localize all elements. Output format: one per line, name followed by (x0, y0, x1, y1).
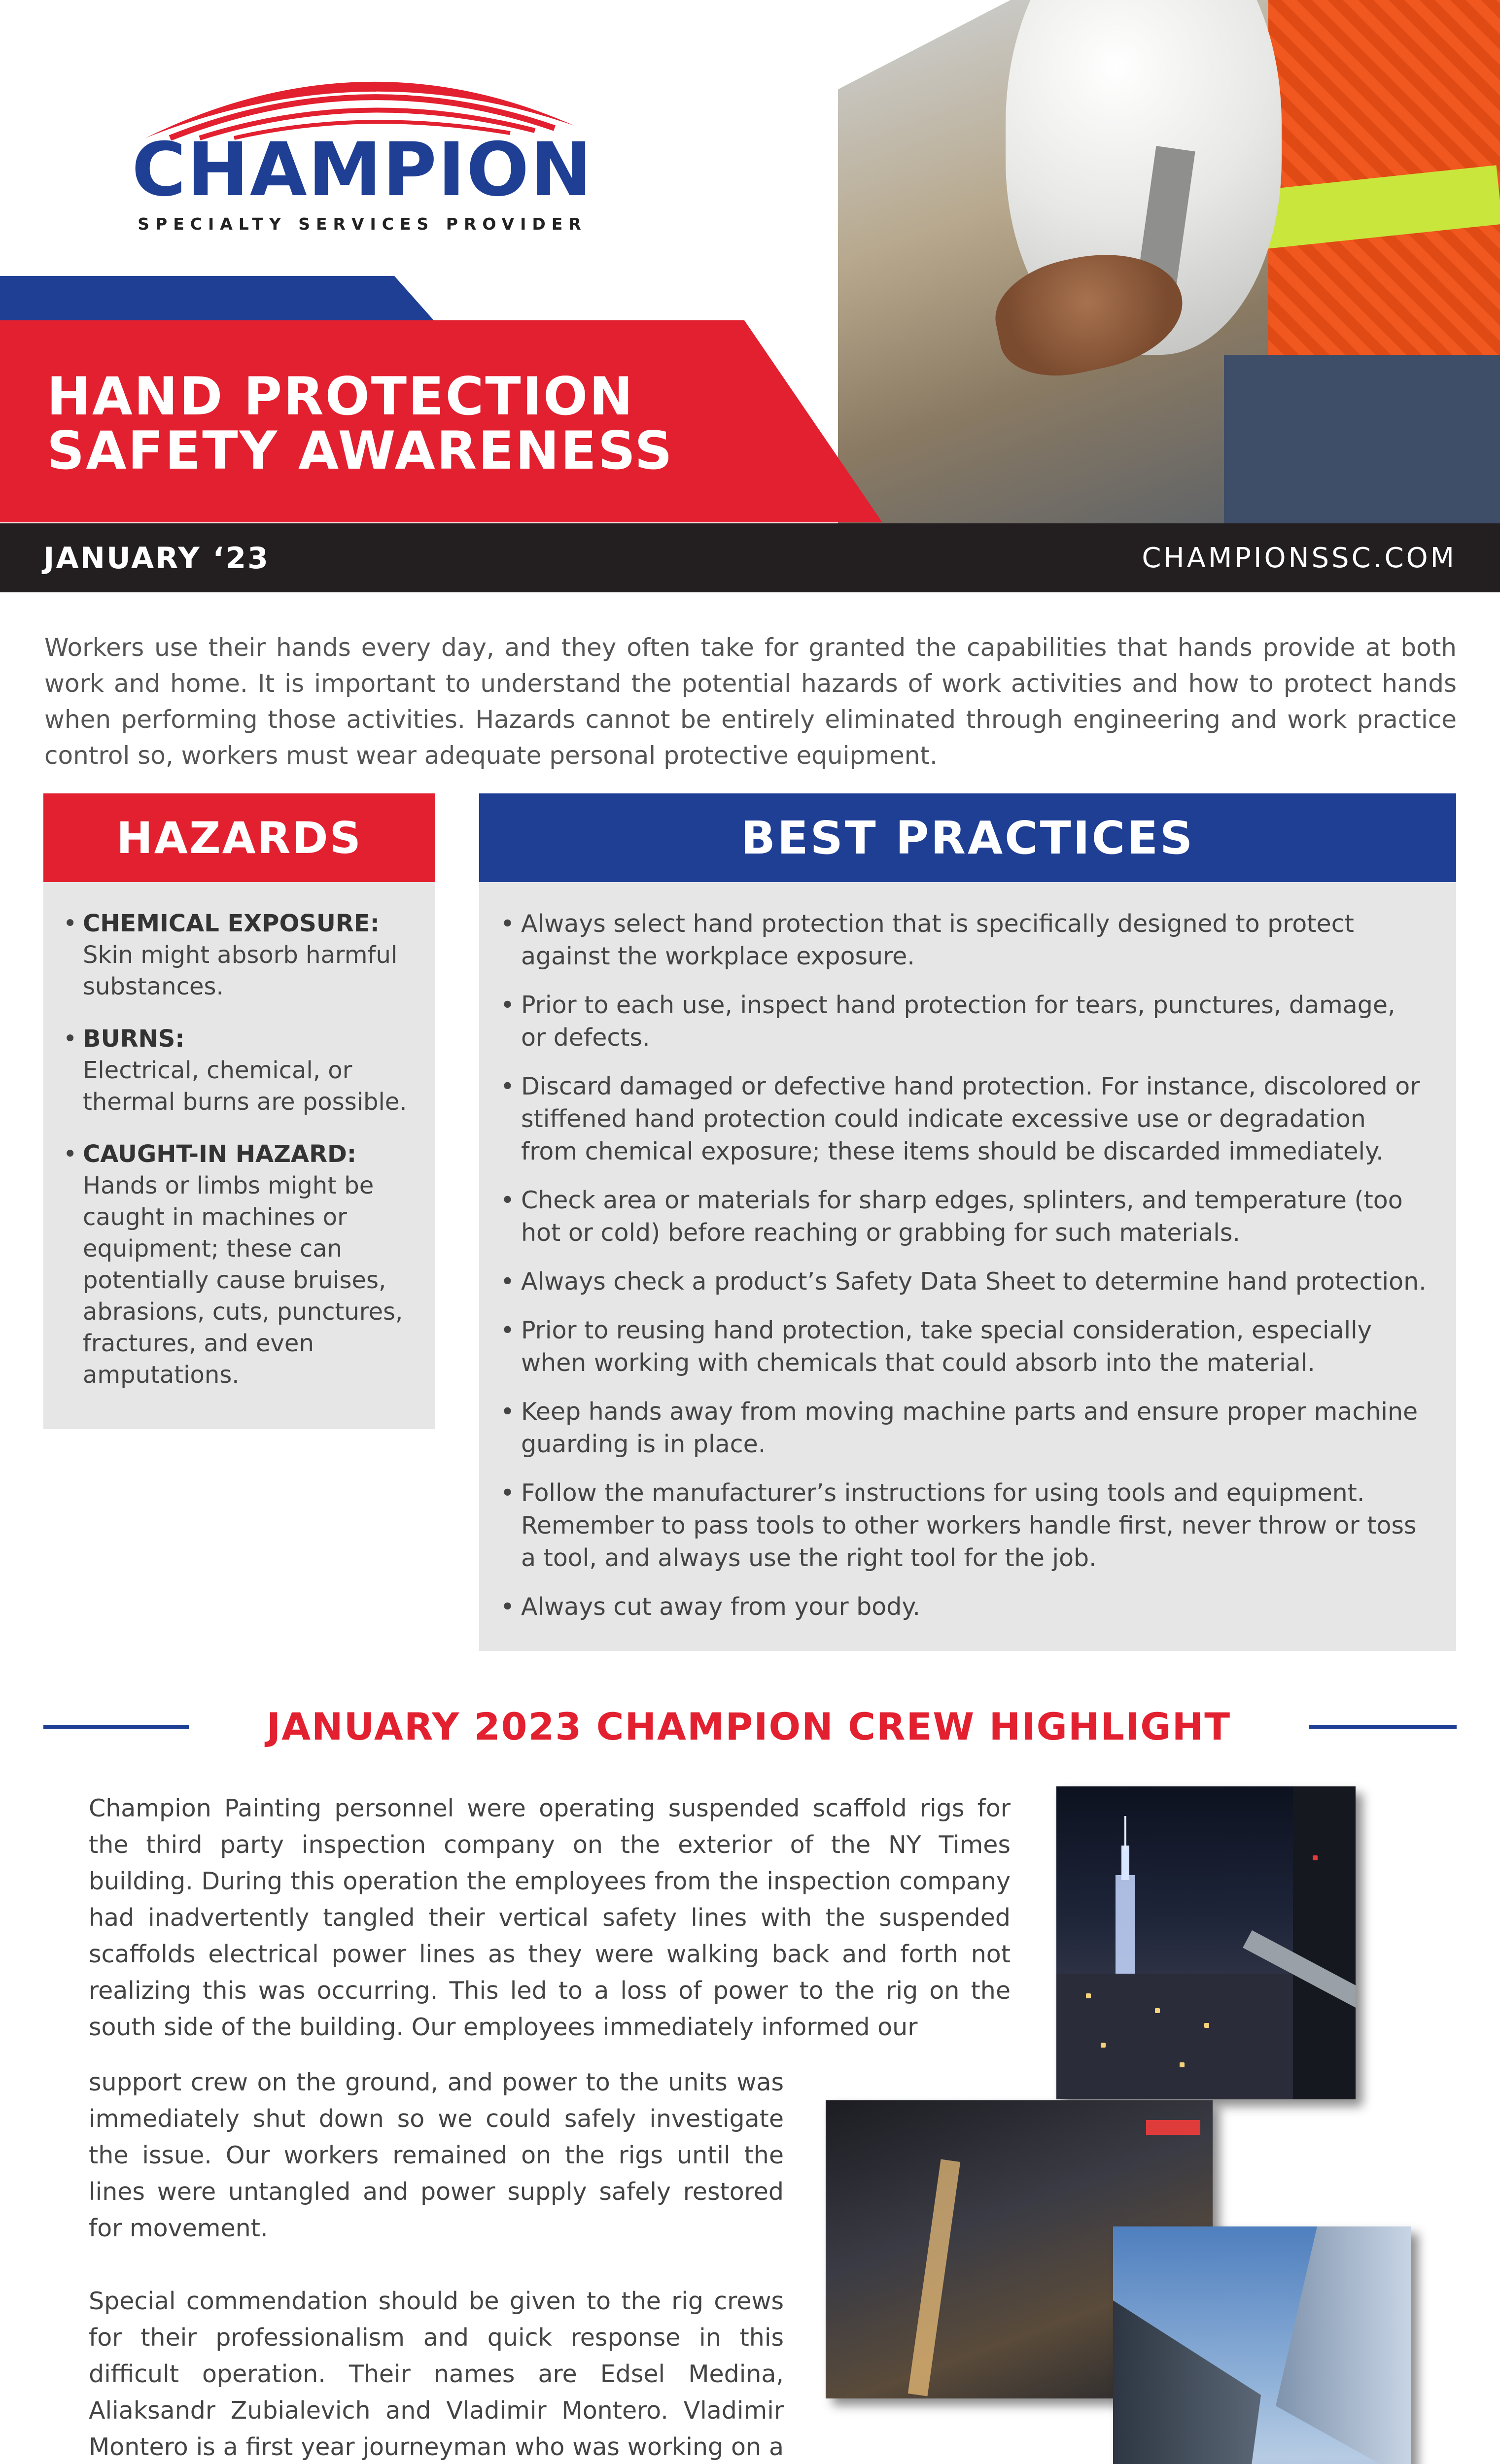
city-light (1313, 1855, 1318, 1860)
hazard-item (63, 1138, 418, 1391)
best-practice-item: • Check area or materials for sharp edges, splinters, and temperature (too hot or cold) before reaching or grabbing for such materials. (500, 1184, 1427, 1249)
hazards-list (63, 908, 418, 1411)
page-title-line-1: HAND PROTECTION (47, 366, 634, 427)
logo-wordmark: CHAMPION (132, 127, 593, 213)
logo-tagline: SPECIALTY SERVICES PROVIDER (138, 214, 587, 234)
shirt (1224, 355, 1500, 523)
city-light (1101, 2043, 1106, 2048)
city-light (1086, 1993, 1091, 1998)
photo-night-city-view (1056, 1786, 1356, 2099)
city-light (1155, 2008, 1160, 2013)
highlight-rule-right (1309, 1725, 1457, 1729)
building-glass-tower (1276, 2226, 1411, 2464)
website-link[interactable]: CHAMPIONSSC.COM (1142, 542, 1457, 574)
city-light (1180, 2062, 1185, 2067)
intro-paragraph: Workers use their hands every day, and they often take for granted the capabilities that hands provide at both work and home. It is important to understand the potential hazards of work activities and how to protect hands when performing those activities. Hazards cannot be entirely eliminated through engineering and work practice control so, workers must wear adequate personal protective equipment. (44, 633, 1457, 770)
hazard-text: Skin might absorb harmful substances. (83, 941, 398, 1000)
best-practice-item: • Always cut away from your body. (500, 1591, 1427, 1623)
best-practice-item: • Keep hands away from moving machine parts and ensure proper machine guarding is in place. (500, 1396, 1427, 1461)
hazards-heading: HAZARDS (43, 793, 435, 882)
best-practice-item: • Prior to each use, inspect hand protection for tears, punctures, damage, or defects. (500, 989, 1427, 1054)
empire-state-building-icon (1056, 1786, 1356, 2099)
best-practices-heading: BEST PRACTICES (479, 793, 1456, 882)
best-practice-item: • Discard damaged or defective hand protection. For instance, discolored or stiffened hand protection could indicate excessive use or degradation from chemical exposure; these items should be discarded immediately. (500, 1070, 1427, 1168)
highlight-paragraph-2a: Special commendation should be given to the rig crews for their professionalism and quick response in this difficult operation. Their names are Edsel Medina, Aliaksandr Zubialevich and Vladimir Montero. Vladimir Montero is a first year journeyman who was working on a (89, 2287, 784, 2461)
building-facade (1113, 2300, 1261, 2464)
crew-highlight-heading: JANUARY 2023 CHAMPION CREW HIGHLIGHT (266, 1705, 1231, 1748)
hazard-title: • CAUGHT-IN HAZARD: (83, 1140, 357, 1168)
best-practice-item: • Always check a product’s Safety Data Sheet to determine hand protection. (500, 1266, 1427, 1298)
lit-street (908, 2159, 960, 2396)
highlight-paragraph-1a: Champion Painting personnel were operating suspended scaffold rigs for the third party inspection company on the exterior of the NY Times building. During this operation the employees from the inspection company had inadvertently tangled their vertical safety lines with the suspended scaffolds electrical power lines as they were walking back and forth not realizing this was occurring. This led to a loss of power to the rig on the south side of the building. Our employees immediately informed our (89, 1794, 1011, 2041)
hazard-title: • BURNS: (83, 1025, 185, 1053)
hazard-item (63, 1023, 418, 1118)
best-practice-item: • Prior to reusing hand protection, take special consideration, especially when working with chemicals that could absorb into the material. (500, 1314, 1427, 1379)
best-practices-list (500, 908, 1427, 1640)
highlight-rule-left (43, 1725, 189, 1729)
photo-looking-up-at-building (1113, 2226, 1411, 2464)
best-practice-item: • Follow the manufacturer’s instructions for using tools and equipment. Remember to pass tools to other workers handle first, never throw or toss a tool, and always use the right tool for the job. (500, 1477, 1427, 1574)
issue-date: JANUARY ‘23 (43, 541, 270, 576)
hazard-title: • CHEMICAL EXPOSURE: (83, 910, 380, 937)
hazard-item (63, 908, 418, 1002)
logo-swoosh-icon (131, 42, 594, 140)
hazard-text: Hands or limbs might be caught in machines or equipment; these can potentially cause bruises, abrasions, cuts, punctures, fractures, and even amputations. (83, 1172, 403, 1389)
champion-logo (131, 42, 594, 239)
page-title-line-2: SAFETY AWARENESS (47, 420, 674, 481)
hazard-text: Electrical, chemical, or thermal burns are possible. (83, 1057, 407, 1116)
blue-accent-band (0, 276, 434, 320)
hero-photo-worker-holding-hard-hat (838, 0, 1500, 523)
highlight-paragraph-1b: support crew on the ground, and power to the units was immediately shut down so we could safely investigate the issue. Our workers remained on the rigs until the lines were untangled and power supply safely restored for movement. (89, 2068, 784, 2242)
city-light (1204, 2023, 1209, 2028)
red-sign (1146, 2120, 1200, 2135)
best-practice-item: • Always select hand protection that is specifically designed to protect against the workplace exposure. (500, 908, 1427, 973)
